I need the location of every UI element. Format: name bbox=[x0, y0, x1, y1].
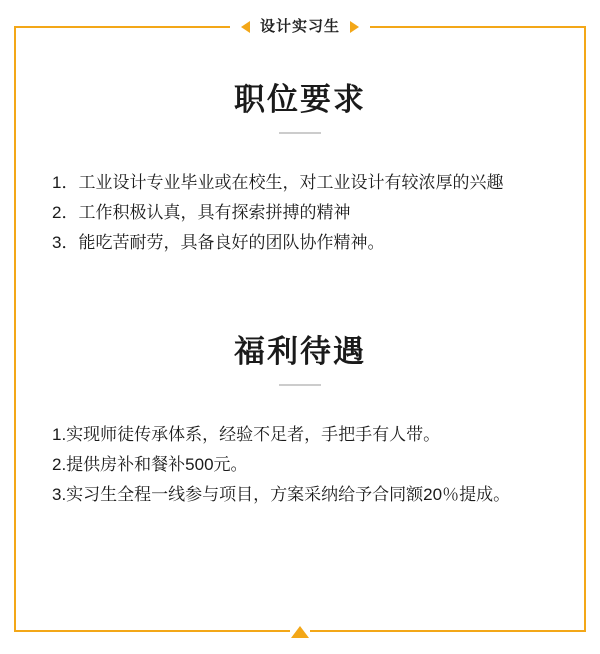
frame-border-right bbox=[584, 26, 586, 632]
triangle-right-icon bbox=[350, 21, 359, 33]
section-title-job-requirements: 职位要求 bbox=[234, 82, 366, 117]
section-title-divider bbox=[279, 132, 321, 134]
list-item: 3．能吃苦耐劳，具备良好的团队协作精神。 bbox=[52, 233, 385, 252]
triangle-left-icon bbox=[241, 21, 250, 33]
list-item: 1.实现师徒传承体系，经验不足者，手把手有人带。 bbox=[52, 425, 441, 444]
frame-border-bottom-right bbox=[310, 630, 586, 632]
poster-title: 设计实习生 bbox=[259, 18, 340, 35]
list-item: 3.实习生全程一线参与项目，方案采纳给予合同额20％提成。 bbox=[52, 485, 511, 504]
poster-content bbox=[16, 56, 584, 630]
list-item: 2.提供房补和餐补500元。 bbox=[52, 455, 248, 474]
list-item: 1．工业设计专业毕业或在校生，对工业设计有较浓厚的兴趣 bbox=[52, 173, 504, 192]
section-title-divider bbox=[279, 384, 321, 386]
section-benefits bbox=[52, 268, 548, 510]
section-job-requirements bbox=[52, 56, 548, 258]
section-body-job-requirements bbox=[52, 168, 548, 258]
list-item: 2．工作积极认真，具有探索拼搏的精神 bbox=[52, 203, 351, 222]
frame-border-bottom-left bbox=[14, 630, 290, 632]
section-body-benefits bbox=[52, 420, 548, 510]
section-title-benefits: 福利待遇 bbox=[234, 334, 366, 369]
poster-header bbox=[0, 14, 600, 40]
